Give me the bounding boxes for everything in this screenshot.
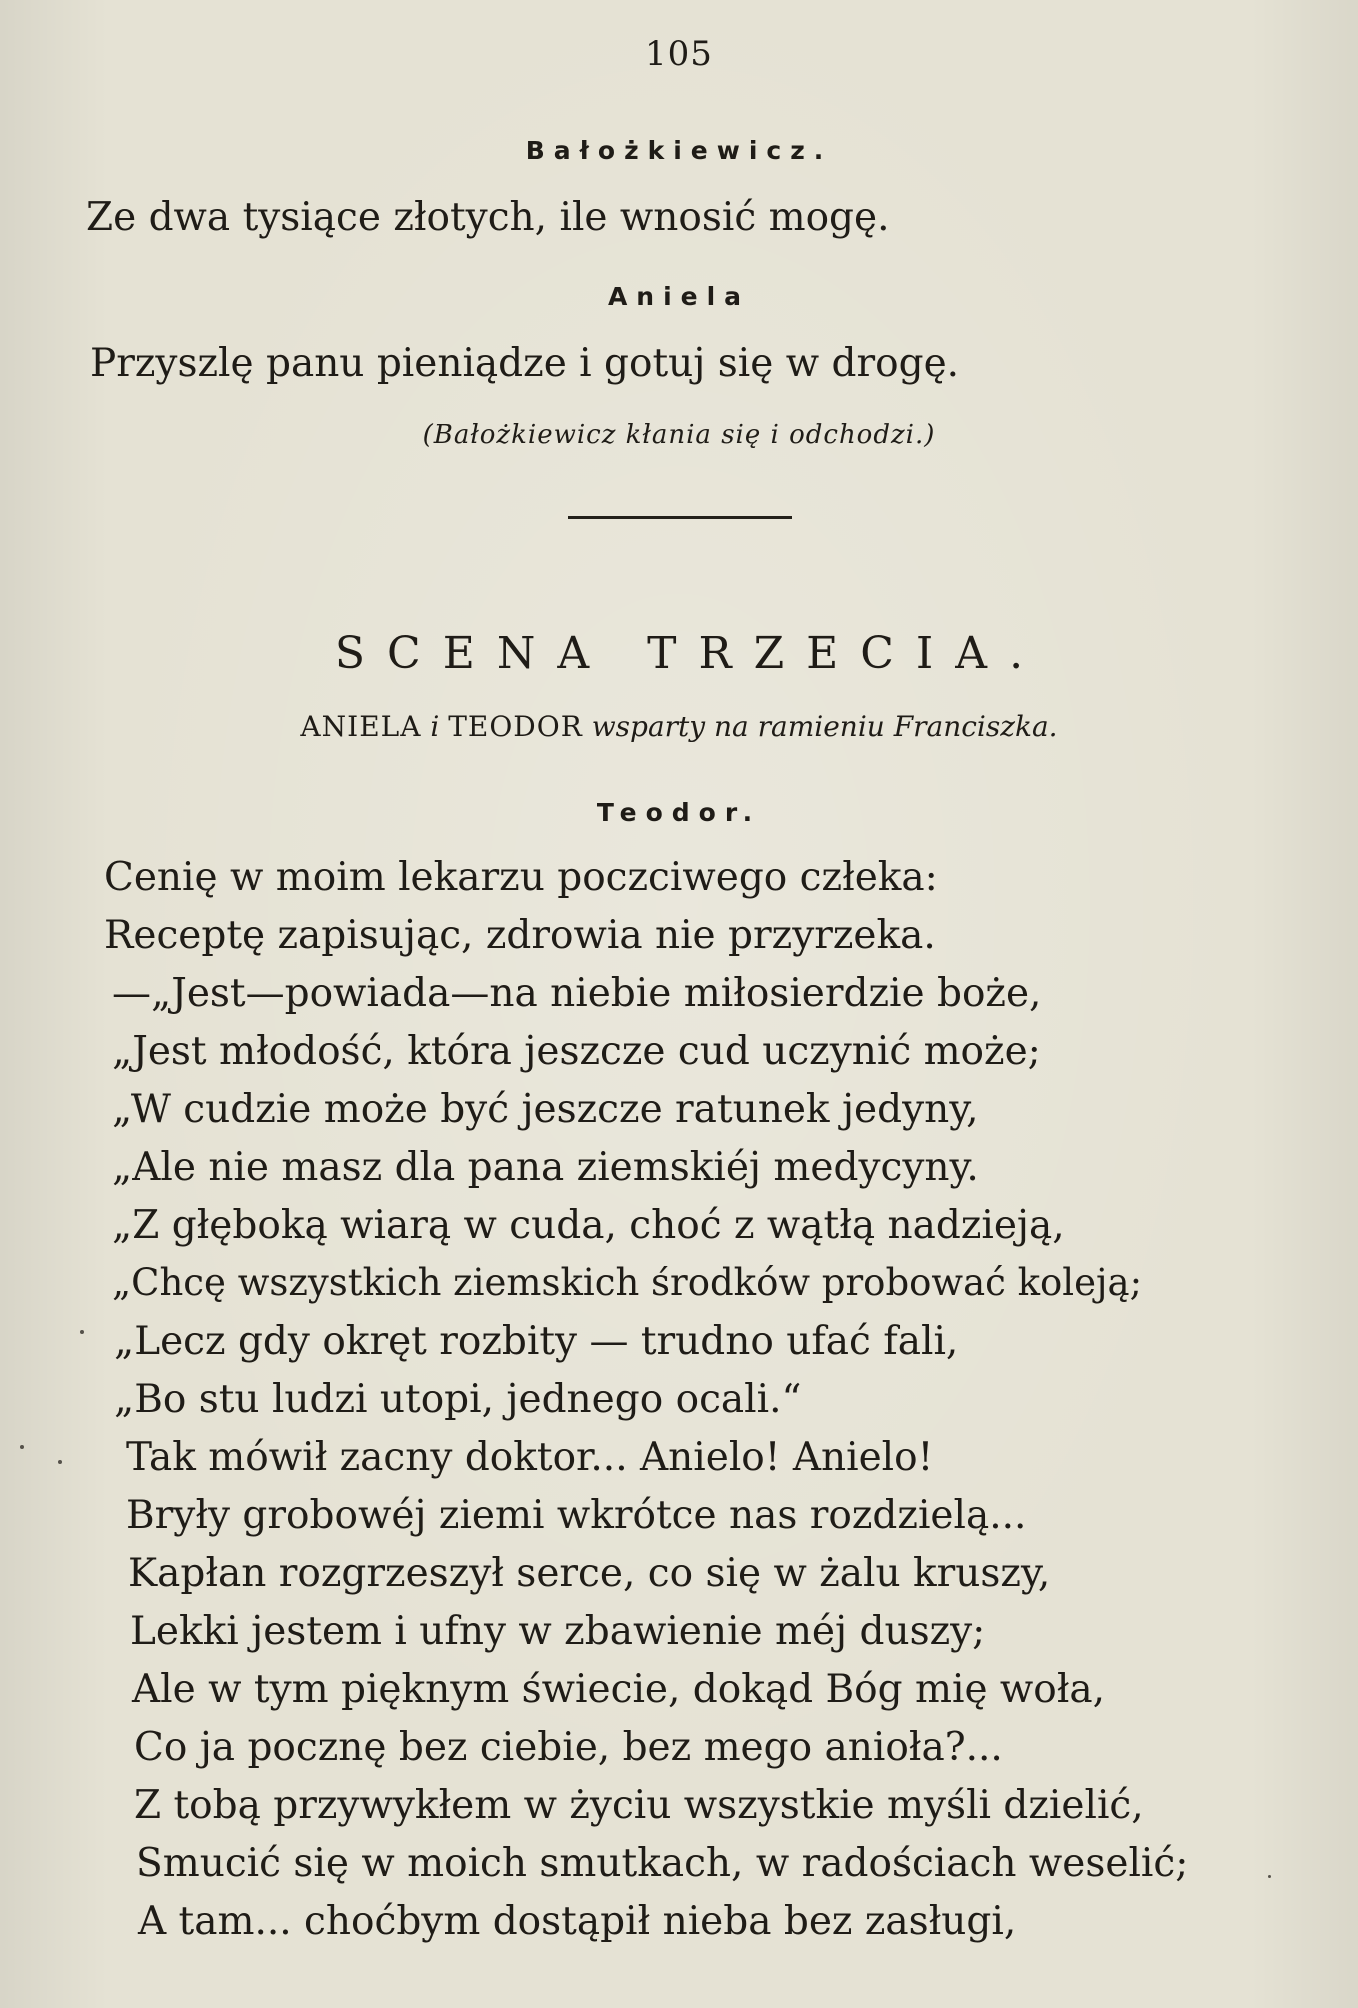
verse-line: Co ja pocznę bez ciebie, bez mego anioła?... [134, 1725, 1003, 1770]
verse-line: Przyszlę panu pieniądze i gotuj się w drogę. [90, 341, 960, 386]
verse-line: „Bo stu ludzi utopi, jednego ocali.“ [114, 1377, 802, 1422]
paper-speck [1268, 1875, 1271, 1878]
verse-line: Tak mówił zacny doktor... Anielo! Anielo! [126, 1435, 934, 1480]
verse-line: Ze dwa tysiące złotych, ile wnosić mogę. [86, 195, 890, 240]
stage-direction: (Bałożkiewicz kłania się i odchodzi.) [422, 420, 936, 450]
verse-line: Ale w tym pięknym świecie, dokąd Bóg mię woła, [132, 1667, 1106, 1712]
verse-line: Z tobą przywykłem w życiu wszystkie myśli dzielić, [134, 1783, 1144, 1828]
scene-title: SCENA TRZECIA. [334, 628, 1046, 679]
verse-line: „Jest młodość, która jeszcze cud uczynić może; [112, 1029, 1041, 1074]
section-divider [568, 516, 792, 519]
verse-line: „Chcę wszystkich ziemskich środków probować koleją; [112, 1261, 1143, 1304]
verse-line: „Lecz gdy okręt rozbity — trudno ufać fali, [114, 1319, 959, 1364]
verse-line: „Z głęboką wiarą w cuda, choć z wątłą nadzieją, [112, 1203, 1065, 1248]
paper-speck [58, 1460, 62, 1464]
page-number: 105 [645, 34, 713, 74]
verse-line: Cenię w moim lekarzu poczciwego człeka: [104, 855, 938, 900]
paper-speck [20, 1445, 24, 1449]
speaker-name: Aniela [607, 282, 751, 311]
character-note: wsparty na ramieniu Franciszka. [591, 710, 1058, 743]
verse-line: „Ale nie masz dla pana ziemskiéj medycyny. [112, 1145, 979, 1190]
verse-line: Kapłan rozgrzeszył serce, co się w żalu kruszy, [128, 1551, 1051, 1596]
verse-line: Smucić się w moich smutkach, w radościach weselić; [136, 1841, 1189, 1886]
conjunction: i [430, 710, 440, 743]
speaker-name: Teodor. [596, 798, 762, 827]
verse-line: Lekki jestem i ufny w zbawienie méj duszy; [130, 1609, 986, 1654]
verse-line: „W cudzie może być jeszcze ratunek jedyny, [112, 1087, 979, 1132]
verse-line: Bryły grobowéj ziemi wkrótce nas rozdzielą... [126, 1493, 1027, 1538]
verse-line: A tam... choćbym dostąpił nieba bez zasługi, [138, 1899, 1017, 1944]
speaker-name: Bałożkiewicz. [525, 136, 833, 165]
verse-line: Receptę zapisując, zdrowia nie przyrzeka. [104, 913, 936, 958]
verse-line: —„Jest—powiada—na niebie miłosierdzie boże, [112, 971, 1042, 1016]
character-name: TEODOR [448, 710, 583, 743]
scene-characters [0, 710, 1358, 743]
paper-speck [80, 1330, 84, 1334]
character-name: ANIELA [300, 710, 422, 743]
